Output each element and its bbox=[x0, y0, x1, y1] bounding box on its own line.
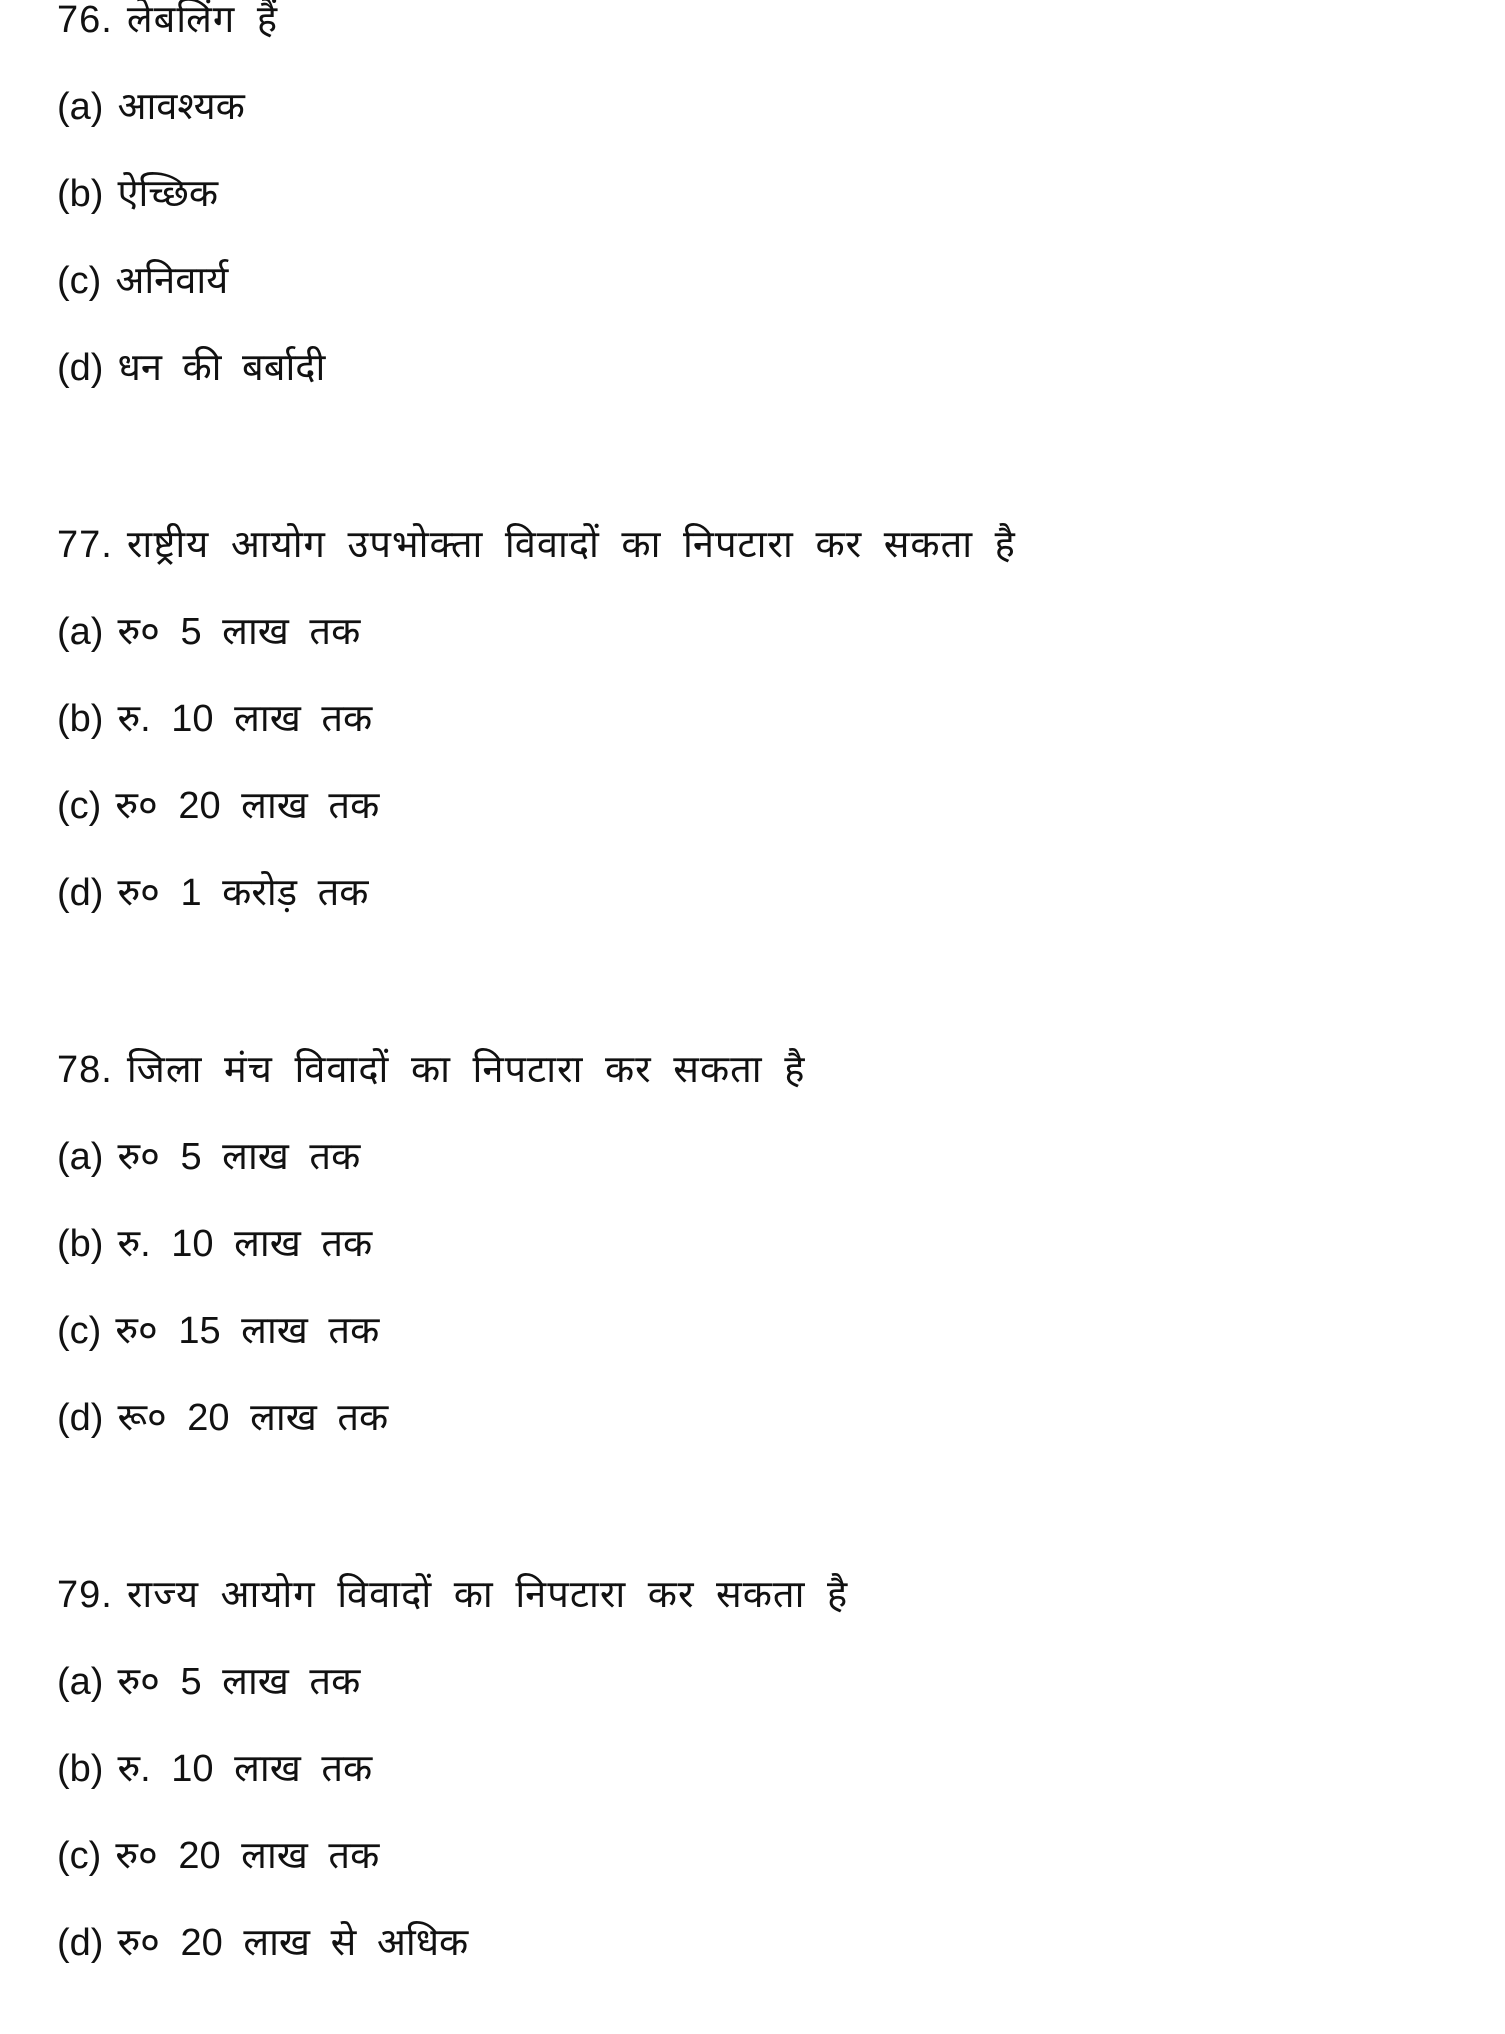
option-b bbox=[57, 1749, 1457, 1836]
option-label: (a) bbox=[57, 611, 104, 653]
option-a bbox=[57, 612, 1457, 699]
option-label: (d) bbox=[57, 1922, 104, 1964]
question-text: लेबलिंग हैं bbox=[126, 0, 279, 41]
option-d bbox=[57, 1923, 1457, 2010]
option-b bbox=[57, 174, 1457, 261]
option-text: ऐच्छिक bbox=[117, 173, 219, 215]
question-number: 77. bbox=[57, 524, 113, 566]
question-text: राज्य आयोग विवादों का निपटारा कर सकता है bbox=[126, 1574, 849, 1616]
option-text: रु. 10 लाख तक bbox=[117, 1223, 373, 1265]
option-label: (c) bbox=[57, 260, 102, 302]
option-label: (a) bbox=[57, 86, 104, 128]
option-text: आवश्यक bbox=[117, 86, 245, 128]
option-label: (b) bbox=[57, 1748, 104, 1790]
option-text: रु० 20 लाख से अधिक bbox=[117, 1922, 469, 1964]
question-title bbox=[57, 0, 1457, 87]
option-label: (b) bbox=[57, 698, 104, 740]
option-c bbox=[57, 1311, 1457, 1398]
option-b bbox=[57, 1224, 1457, 1311]
option-label: (a) bbox=[57, 1661, 104, 1703]
option-a bbox=[57, 87, 1457, 174]
option-text: धन की बर्बादी bbox=[117, 347, 326, 389]
option-text: रु० 20 लाख तक bbox=[115, 1835, 380, 1877]
option-text: अनिवार्य bbox=[115, 260, 229, 302]
option-text: रु. 10 लाख तक bbox=[117, 1748, 373, 1790]
question-title bbox=[57, 1575, 1457, 1662]
option-c bbox=[57, 1836, 1457, 1923]
option-label: (b) bbox=[57, 1223, 104, 1265]
option-text: रु० 20 लाख तक bbox=[115, 785, 380, 827]
option-text: रु० 5 लाख तक bbox=[117, 611, 361, 653]
question-block bbox=[57, 1050, 1457, 1485]
question-title bbox=[57, 525, 1457, 612]
option-text: रु० 1 करोड़ तक bbox=[117, 872, 369, 914]
option-label: (c) bbox=[57, 1835, 102, 1877]
question-title bbox=[57, 1050, 1457, 1137]
question-block bbox=[57, 0, 1457, 435]
option-text: रु० 15 लाख तक bbox=[115, 1310, 380, 1352]
option-text: रु० 5 लाख तक bbox=[117, 1661, 361, 1703]
option-label: (c) bbox=[57, 785, 102, 827]
question-block bbox=[57, 525, 1457, 960]
option-c bbox=[57, 786, 1457, 873]
option-label: (d) bbox=[57, 1397, 104, 1439]
question-block bbox=[57, 1575, 1457, 2010]
question-number: 78. bbox=[57, 1049, 113, 1091]
question-number: 76. bbox=[57, 0, 113, 41]
option-label: (d) bbox=[57, 347, 104, 389]
option-c bbox=[57, 261, 1457, 348]
option-d bbox=[57, 348, 1457, 435]
option-d bbox=[57, 1398, 1457, 1485]
option-d bbox=[57, 873, 1457, 960]
option-text: रू० 20 लाख तक bbox=[117, 1397, 389, 1439]
question-number: 79. bbox=[57, 1574, 113, 1616]
option-label: (b) bbox=[57, 173, 104, 215]
option-text: रु० 5 लाख तक bbox=[117, 1136, 361, 1178]
option-text: रु. 10 लाख तक bbox=[117, 698, 373, 740]
option-label: (c) bbox=[57, 1310, 102, 1352]
option-label: (a) bbox=[57, 1136, 104, 1178]
question-text: राष्ट्रीय आयोग उपभोक्ता विवादों का निपटारा कर सकता है bbox=[126, 524, 1016, 566]
option-a bbox=[57, 1662, 1457, 1749]
question-text: जिला मंच विवादों का निपटारा कर सकता है bbox=[126, 1049, 806, 1091]
option-a bbox=[57, 1137, 1457, 1224]
option-b bbox=[57, 699, 1457, 786]
option-label: (d) bbox=[57, 872, 104, 914]
